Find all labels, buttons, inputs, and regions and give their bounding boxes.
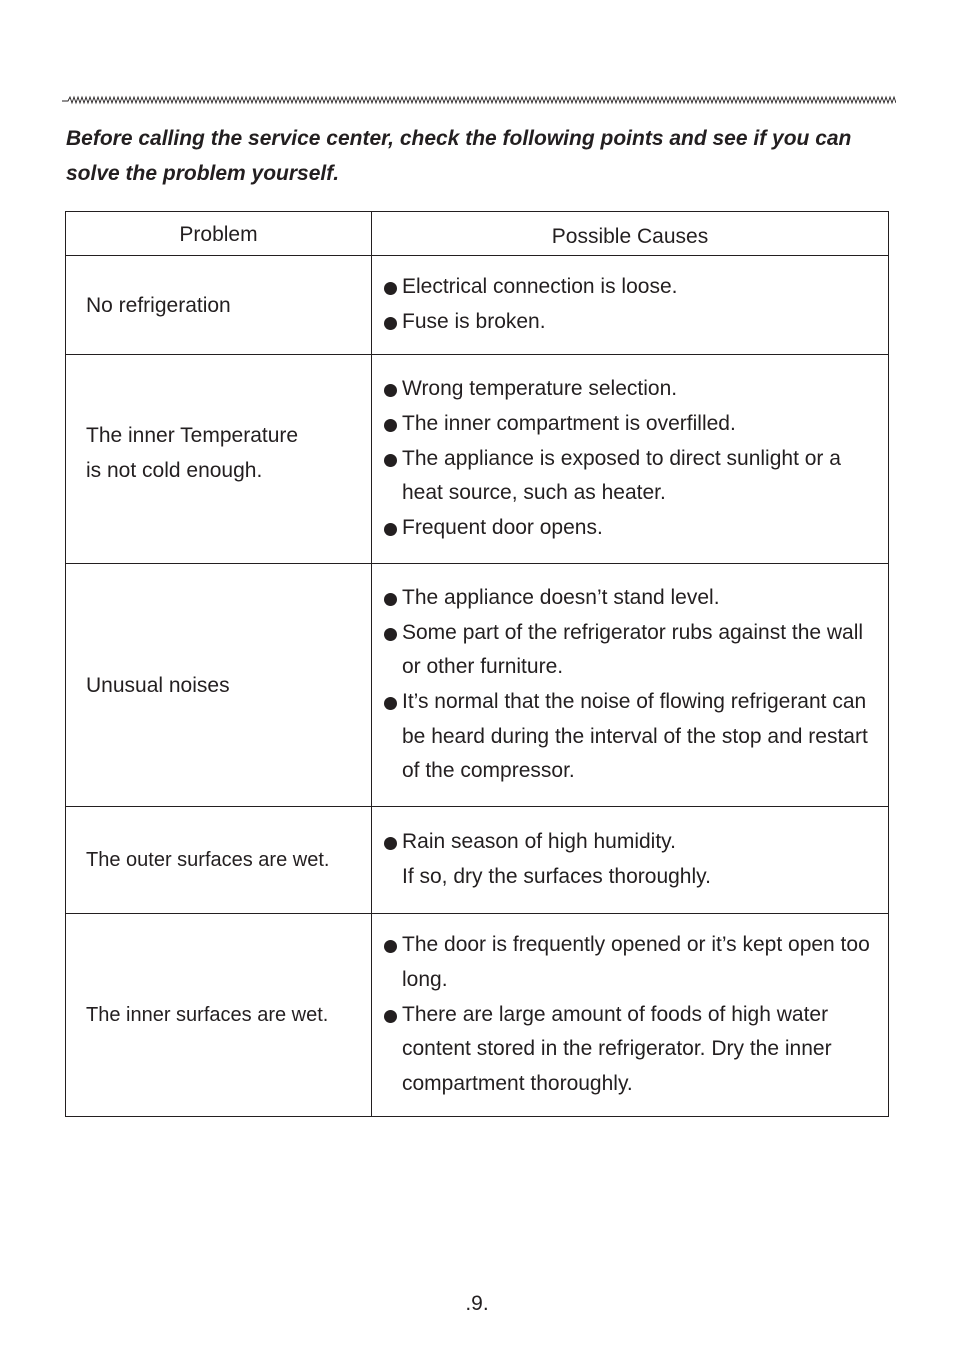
page-number: .9. bbox=[465, 1292, 489, 1315]
header-possible-causes: Possible Causes bbox=[372, 212, 889, 256]
problem-text: The inner surfaces are wet. bbox=[86, 1003, 329, 1026]
causes-cell bbox=[372, 256, 889, 355]
list-item: Electrical connection is loose. bbox=[383, 270, 878, 305]
cause-note: If so, dry the surfaces thoroughly. bbox=[402, 865, 711, 888]
bullet-icon bbox=[384, 523, 397, 536]
bullet-icon bbox=[384, 384, 397, 397]
decorative-zigzag-rule bbox=[62, 95, 896, 105]
list-item: The door is frequently opened or it’s kept open too long. bbox=[383, 928, 878, 997]
intro-instruction: Before calling the service center, check the following points and see if you can solve the problem yourself. bbox=[66, 127, 852, 185]
table-row bbox=[66, 564, 889, 807]
table-row bbox=[66, 807, 889, 914]
causes-cell bbox=[372, 914, 889, 1117]
bullet-icon bbox=[384, 837, 397, 850]
list-item: Wrong temperature selection. bbox=[383, 372, 878, 407]
list-item: The inner compartment is overfilled. bbox=[383, 407, 878, 442]
problem-cell bbox=[66, 355, 372, 564]
causes-cell bbox=[372, 564, 889, 807]
table-row bbox=[66, 914, 889, 1117]
cause-list bbox=[383, 825, 878, 894]
problem-cell bbox=[66, 914, 372, 1117]
bullet-icon bbox=[384, 317, 397, 330]
troubleshooting-table bbox=[65, 211, 889, 1117]
problem-text: The outer surfaces are wet. bbox=[86, 848, 330, 871]
causes-cell bbox=[372, 807, 889, 914]
list-item: Rain season of high humidity. If so, dry the surfaces thoroughly. bbox=[383, 825, 878, 894]
bullet-icon bbox=[384, 1010, 397, 1023]
bullet-icon bbox=[384, 940, 397, 953]
header-problem: Problem bbox=[66, 212, 372, 256]
causes-cell bbox=[372, 355, 889, 564]
table-row bbox=[66, 256, 889, 355]
problem-cell bbox=[66, 807, 372, 914]
problem-text: is not cold enough. bbox=[86, 459, 263, 482]
bullet-icon bbox=[384, 697, 397, 710]
list-item: The appliance is exposed to direct sunlight or a heat source, such as heater. bbox=[383, 442, 878, 511]
bullet-icon bbox=[384, 628, 397, 641]
bullet-icon bbox=[384, 419, 397, 432]
list-item: It’s normal that the noise of flowing refrigerant can be heard during the interval of the stop and restart of the compressor. bbox=[383, 685, 878, 789]
list-item: Fuse is broken. bbox=[383, 305, 878, 340]
cause-list bbox=[383, 270, 878, 339]
cause-list bbox=[383, 581, 878, 789]
list-item: The appliance doesn’t stand level. bbox=[383, 581, 878, 616]
table-row bbox=[66, 355, 889, 564]
problem-text: Unusual noises bbox=[86, 673, 230, 697]
bullet-icon bbox=[384, 454, 397, 467]
problem-cell bbox=[66, 564, 372, 807]
cause-list bbox=[383, 928, 878, 1102]
problem-text: The inner Temperature bbox=[86, 424, 299, 447]
cause-list bbox=[383, 372, 878, 546]
list-item: Some part of the refrigerator rubs against the wall or other furniture. bbox=[383, 616, 878, 685]
problem-cell bbox=[66, 256, 372, 355]
bullet-icon bbox=[384, 282, 397, 295]
list-item: Frequent door opens. bbox=[383, 511, 878, 546]
list-item: There are large amount of foods of high water content stored in the refrigerator. Dry the inner compartment thoroughly. bbox=[383, 998, 878, 1102]
bullet-icon bbox=[384, 593, 397, 606]
table-header-row bbox=[66, 212, 889, 256]
problem-text: No refrigeration bbox=[86, 293, 231, 317]
